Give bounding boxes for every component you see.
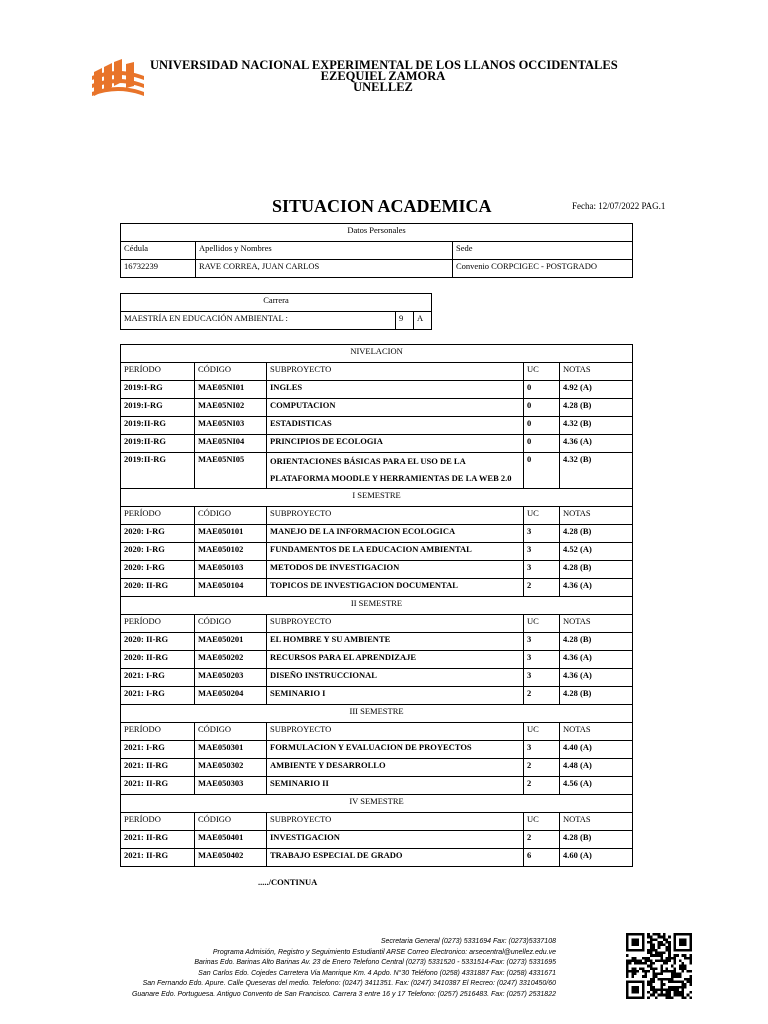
continua-label: ...../CONTINUA xyxy=(258,877,318,887)
uc-header: UC xyxy=(524,363,560,381)
periodo-header: PERÍODO xyxy=(121,363,195,381)
cedula-value: 16732239 xyxy=(121,260,196,278)
uc-cell: 3 xyxy=(524,651,560,669)
subproyecto-cell: METODOS DE INVESTIGACION xyxy=(267,561,524,579)
periodo-cell: 2020: II-RG xyxy=(121,633,195,651)
uc-cell: 6 xyxy=(524,849,560,867)
codigo-cell: MAE05NI02 xyxy=(195,399,267,417)
codigo-header: CÓDIGO xyxy=(195,723,267,741)
uc-cell: 3 xyxy=(524,669,560,687)
notas-cell: 4.36 (A) xyxy=(560,651,633,669)
subproyecto-cell: ESTADISTICAS xyxy=(267,417,524,435)
subproyecto-cell: ORIENTACIONES BÁSICAS PARA EL USO DE LA PLATAFORMA MOODLE Y HERRAMIENTAS DE LA WEB 2.0 xyxy=(267,453,524,489)
periodo-cell: 2020: I-RG xyxy=(121,525,195,543)
table-row xyxy=(121,453,633,489)
codigo-cell: MAE050303 xyxy=(195,777,267,795)
table-row xyxy=(121,543,633,561)
personal-data-table xyxy=(120,223,633,278)
table-row xyxy=(121,651,633,669)
codigo-cell: MAE050101 xyxy=(195,525,267,543)
notas-cell: 4.36 (A) xyxy=(560,579,633,597)
grades-table xyxy=(120,344,633,867)
section-title: IV SEMESTRE xyxy=(121,795,633,813)
codigo-header: CÓDIGO xyxy=(195,615,267,633)
periodo-cell: 2021: II-RG xyxy=(121,849,195,867)
subproyecto-cell: AMBIENTE Y DESARROLLO xyxy=(267,759,524,777)
periodo-cell: 2019:I-RG xyxy=(121,381,195,399)
career-name: MAESTRÍA EN EDUCACIÓN AMBIENTAL : xyxy=(121,312,396,330)
uc-cell: 3 xyxy=(524,633,560,651)
codigo-cell: MAE050104 xyxy=(195,579,267,597)
notas-header: NOTAS xyxy=(560,813,633,831)
subproyecto-cell: FUNDAMENTOS DE LA EDUCACION AMBIENTAL xyxy=(267,543,524,561)
table-row xyxy=(121,741,633,759)
periodo-header: PERÍODO xyxy=(121,723,195,741)
uc-cell: 0 xyxy=(524,435,560,453)
subproyecto-cell: INGLES xyxy=(267,381,524,399)
codigo-cell: MAE050401 xyxy=(195,831,267,849)
subproyecto-cell: SEMINARIO II xyxy=(267,777,524,795)
university-name: UNIVERSIDAD NACIONAL EXPERIMENTAL DE LOS LLANOS OCCIDENTALES xyxy=(150,58,618,72)
career-caption: Carrera xyxy=(121,294,432,312)
uc-cell: 2 xyxy=(524,687,560,705)
sede-header: Sede xyxy=(453,242,633,260)
subproyecto-cell: INVESTIGACION xyxy=(267,831,524,849)
university-header xyxy=(150,60,616,93)
cedula-header: Cédula xyxy=(121,242,196,260)
subproyecto-header: SUBPROYECTO xyxy=(267,723,524,741)
uc-cell: 3 xyxy=(524,561,560,579)
column-header-row xyxy=(121,507,633,525)
notas-cell: 4.28 (B) xyxy=(560,687,633,705)
codigo-cell: MAE05NI01 xyxy=(195,381,267,399)
codigo-cell: MAE05NI04 xyxy=(195,435,267,453)
uc-cell: 0 xyxy=(524,417,560,435)
periodo-cell: 2019:I-RG xyxy=(121,399,195,417)
codigo-cell: MAE050202 xyxy=(195,651,267,669)
notas-cell: 4.32 (B) xyxy=(560,453,633,489)
table-row xyxy=(121,669,633,687)
uc-cell: 0 xyxy=(524,453,560,489)
uc-cell: 2 xyxy=(524,759,560,777)
notas-header: NOTAS xyxy=(560,363,633,381)
periodo-cell: 2019:II-RG xyxy=(121,417,195,435)
uc-header: UC xyxy=(524,507,560,525)
notas-header: NOTAS xyxy=(560,723,633,741)
periodo-cell: 2020: II-RG xyxy=(121,651,195,669)
table-row xyxy=(121,417,633,435)
nombres-value: RAVE CORREA, JUAN CARLOS xyxy=(196,260,453,278)
codigo-header: CÓDIGO xyxy=(195,813,267,831)
personal-data-caption: Datos Personales xyxy=(121,224,633,242)
section-title-row xyxy=(121,795,633,813)
table-row xyxy=(121,777,633,795)
codigo-cell: MAE050302 xyxy=(195,759,267,777)
periodo-cell: 2020: I-RG xyxy=(121,561,195,579)
notas-cell: 4.36 (A) xyxy=(560,435,633,453)
qr-code-icon xyxy=(624,933,694,999)
periodo-cell: 2021: II-RG xyxy=(121,759,195,777)
footer-line: Programa Admisión, Registro y Seguimiento Estudiantil ARSE Correo Electronico: arsecentral@unellez.edu.ve xyxy=(212,948,556,956)
subproyecto-header: SUBPROYECTO xyxy=(267,615,524,633)
uc-header: UC xyxy=(524,723,560,741)
codigo-cell: MAE050402 xyxy=(195,849,267,867)
career-letter: A xyxy=(414,312,432,330)
subproyecto-cell: SEMINARIO I xyxy=(267,687,524,705)
subproyecto-cell: MANEJO DE LA INFORMACION ECOLOGICA xyxy=(267,525,524,543)
subproyecto-header: SUBPROYECTO xyxy=(267,813,524,831)
periodo-cell: 2019:II-RG xyxy=(121,435,195,453)
subproyecto-cell: COMPUTACION xyxy=(267,399,524,417)
notas-cell: 4.48 (A) xyxy=(560,759,633,777)
section-title: NIVELACION xyxy=(121,345,633,363)
uc-header: UC xyxy=(524,813,560,831)
table-row xyxy=(121,525,633,543)
column-header-row xyxy=(121,615,633,633)
periodo-cell: 2020: I-RG xyxy=(121,543,195,561)
codigo-cell: MAE05NI03 xyxy=(195,417,267,435)
subproyecto-cell: EL HOMBRE Y SU AMBIENTE xyxy=(267,633,524,651)
notas-header: NOTAS xyxy=(560,615,633,633)
subproyecto-cell: FORMULACION Y EVALUACION DE PROYECTOS xyxy=(267,741,524,759)
codigo-header: CÓDIGO xyxy=(195,507,267,525)
table-row xyxy=(121,579,633,597)
notas-cell: 4.28 (B) xyxy=(560,633,633,651)
subproyecto-cell: DISEÑO INSTRUCCIONAL xyxy=(267,669,524,687)
subproyecto-header: SUBPROYECTO xyxy=(267,507,524,525)
notas-cell: 4.92 (A) xyxy=(560,381,633,399)
column-header-row xyxy=(121,363,633,381)
notas-cell: 4.28 (B) xyxy=(560,561,633,579)
codigo-cell: MAE050204 xyxy=(195,687,267,705)
periodo-cell: 2021: I-RG xyxy=(121,741,195,759)
table-row xyxy=(121,849,633,867)
table-row xyxy=(121,633,633,651)
table-row xyxy=(121,561,633,579)
codigo-cell: MAE050203 xyxy=(195,669,267,687)
university-subname: EZEQUIEL ZAMORA xyxy=(320,69,446,83)
periodo-cell: 2021: II-RG xyxy=(121,831,195,849)
subproyecto-header: SUBPROYECTO xyxy=(267,363,524,381)
section-title-row xyxy=(121,597,633,615)
footer-line: San Carlos Edo. Cojedes Carretera Via Manrique Km. 4 Apdo. N°30 Teléfono (0258) 4331887 Fax: (0258) 4331671 xyxy=(198,969,556,977)
uc-cell: 2 xyxy=(524,831,560,849)
footer-line: Guanare Edo. Portuguesa. Antiguo Convento de San Francisco. Carrera 3 entre 16 y 17 Telefono: (0257) 2516483. Fax: (0257) 2531822 xyxy=(131,990,556,998)
periodo-cell: 2021: I-RG xyxy=(121,687,195,705)
notas-cell: 4.60 (A) xyxy=(560,849,633,867)
notas-cell: 4.40 (A) xyxy=(560,741,633,759)
page-title: SITUACION ACADEMICA xyxy=(272,196,492,216)
table-row xyxy=(121,435,633,453)
periodo-cell: 2021: I-RG xyxy=(121,669,195,687)
notas-cell: 4.56 (A) xyxy=(560,777,633,795)
table-row xyxy=(121,381,633,399)
notas-cell: 4.28 (B) xyxy=(560,399,633,417)
unellez-logo-icon xyxy=(90,58,146,102)
subproyecto-cell: PRINCIPIOS DE ECOLOGIA xyxy=(267,435,524,453)
periodo-cell: 2020: II-RG xyxy=(121,579,195,597)
codigo-cell: MAE050301 xyxy=(195,741,267,759)
uc-cell: 2 xyxy=(524,579,560,597)
career-number: 9 xyxy=(396,312,414,330)
uc-cell: 3 xyxy=(524,741,560,759)
section-title-row xyxy=(121,345,633,363)
section-title: III SEMESTRE xyxy=(121,705,633,723)
uc-header: UC xyxy=(524,615,560,633)
sede-value: Convenio CORPCIGEC - POSTGRADO xyxy=(453,260,633,278)
subproyecto-cell: TOPICOS DE INVESTIGACION DOCUMENTAL xyxy=(267,579,524,597)
notas-header: NOTAS xyxy=(560,507,633,525)
section-title: I SEMESTRE xyxy=(121,489,633,507)
codigo-cell: MAE050201 xyxy=(195,633,267,651)
column-header-row xyxy=(121,813,633,831)
footer-line: Barinas Edo. Barinas Alto Barinas Av. 23 de Enero Telefono Central (0273) 5331520 - 5331514-Fax: (0273) 5331695 xyxy=(194,959,556,967)
table-row xyxy=(121,399,633,417)
nombres-header: Apellidos y Nombres xyxy=(196,242,453,260)
uc-cell: 0 xyxy=(524,399,560,417)
notas-cell: 4.28 (B) xyxy=(560,831,633,849)
column-header-row xyxy=(121,723,633,741)
section-title-row xyxy=(121,489,633,507)
periodo-header: PERÍODO xyxy=(121,615,195,633)
career-table xyxy=(120,293,432,330)
table-row xyxy=(121,831,633,849)
codigo-cell: MAE050102 xyxy=(195,543,267,561)
codigo-header: CÓDIGO xyxy=(195,363,267,381)
date-page: Fecha: 12/07/2022 PAG.1 xyxy=(572,201,666,211)
notas-cell: 4.28 (B) xyxy=(560,525,633,543)
footer-line: Secretaria General (0273) 5331694 Fax: (0273)5337108 xyxy=(380,938,556,945)
codigo-cell: MAE050103 xyxy=(195,561,267,579)
uc-cell: 2 xyxy=(524,777,560,795)
uc-cell: 3 xyxy=(524,525,560,543)
periodo-header: PERÍODO xyxy=(121,813,195,831)
subproyecto-cell: TRABAJO ESPECIAL DE GRADO xyxy=(267,849,524,867)
periodo-cell: 2021: II-RG xyxy=(121,777,195,795)
table-row xyxy=(121,687,633,705)
section-title-row xyxy=(121,705,633,723)
periodo-cell: 2019:II-RG xyxy=(121,453,195,489)
section-title: II SEMESTRE xyxy=(121,597,633,615)
subproyecto-cell: RECURSOS PARA EL APRENDIZAJE xyxy=(267,651,524,669)
codigo-cell: MAE05NI05 xyxy=(195,453,267,489)
notas-cell: 4.36 (A) xyxy=(560,669,633,687)
footer-line: San Fernando Edo. Apure. Calle Queseras del medio. Telefono: (0247) 3411351. Fax: (0247) 3410387 El Recreo: (0247) 3310450/60 xyxy=(142,980,556,988)
notas-cell: 4.52 (A) xyxy=(560,543,633,561)
periodo-header: PERÍODO xyxy=(121,507,195,525)
university-acronym: UNELLEZ xyxy=(353,80,413,94)
uc-cell: 3 xyxy=(524,543,560,561)
footer-contact xyxy=(132,937,556,1001)
notas-cell: 4.32 (B) xyxy=(560,417,633,435)
uc-cell: 0 xyxy=(524,381,560,399)
table-row xyxy=(121,759,633,777)
